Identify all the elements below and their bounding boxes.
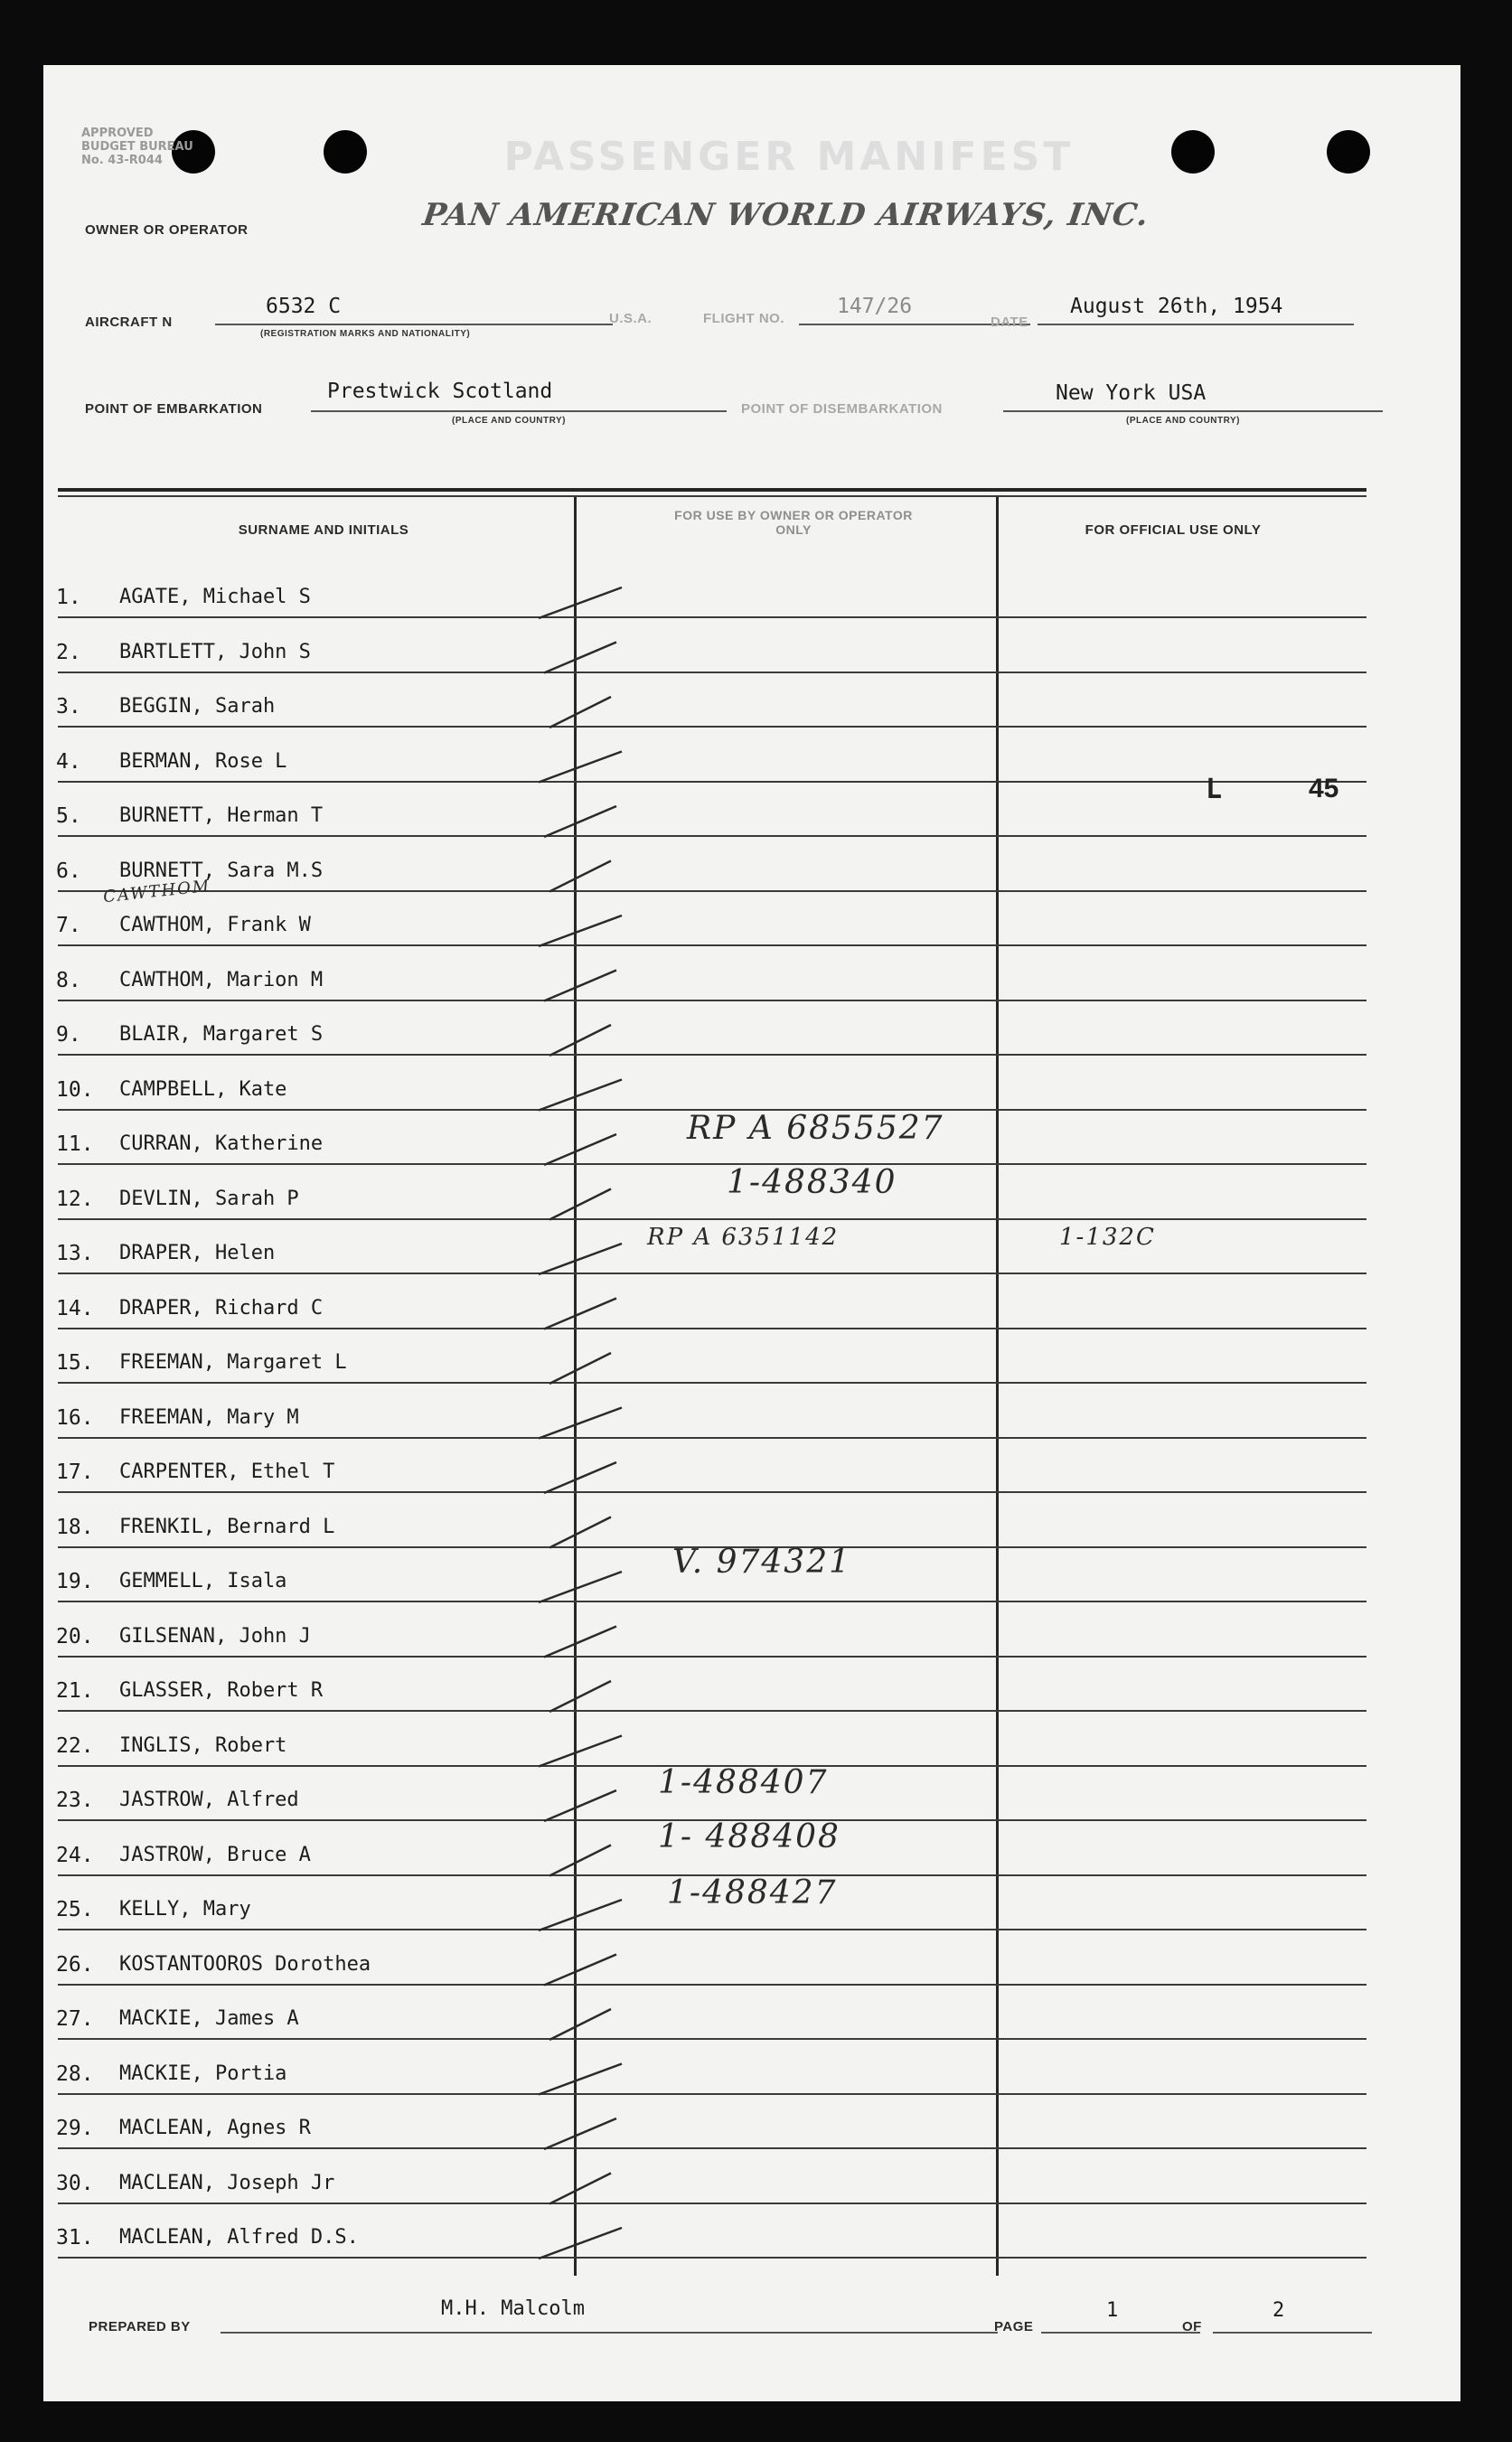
check-mark: [549, 861, 611, 892]
check-mark: [549, 1353, 611, 1384]
prepared-by-value: M.H. Malcolm: [441, 2297, 585, 2320]
row-number: 13.: [56, 1242, 94, 1265]
passenger-name: CAMPBELL, Kate: [119, 1077, 287, 1101]
check-mark: [549, 1681, 611, 1712]
page-total: 2: [1273, 2299, 1285, 2322]
passenger-name: CURRAN, Katherine: [119, 1132, 324, 1155]
row-number: 7.: [56, 914, 81, 937]
check-mark: [549, 1025, 611, 1056]
of-label: OF: [1182, 2319, 1202, 2334]
passenger-name: GILSENAN, John J: [119, 1624, 311, 1648]
passenger-name: FRENKIL, Bernard L: [119, 1515, 335, 1538]
check-mark: [539, 916, 622, 946]
aircraft-label: AIRCRAFT N: [85, 315, 173, 330]
passenger-name: JASTROW, Alfred: [119, 1789, 299, 1811]
row24-owner-note: 1- 488408: [658, 1818, 841, 1855]
check-mark: [544, 971, 616, 1001]
row23-owner-note: 1-488407: [658, 1764, 829, 1801]
passenger-name: BEGGIN, Sarah: [119, 695, 276, 718]
row-number: 27.: [56, 2007, 94, 2031]
passenger-name: FREEMAN, Mary M: [119, 1405, 299, 1429]
row5-official-count: 45: [1309, 774, 1339, 803]
row-number: 8.: [56, 968, 81, 992]
row-number: 25.: [56, 1898, 94, 1921]
passenger-name: JASTROW, Bruce A: [119, 1843, 311, 1866]
row-number: 18.: [56, 1515, 94, 1539]
row-number: 9.: [56, 1023, 81, 1047]
passenger-name: BURNETT, Sara M.S: [119, 859, 324, 882]
check-mark: [544, 1627, 616, 1658]
passenger-name: MACKIE, Portia: [119, 2062, 287, 2085]
check-mark: [539, 2228, 622, 2259]
check-mark: [549, 2009, 611, 2040]
passenger-name: KELLY, Mary: [119, 1898, 251, 1921]
registration-caption: (REGISTRATION MARKS AND NATIONALITY): [260, 329, 471, 339]
passenger-name: AGATE, Michael S: [119, 586, 311, 608]
form-title: PASSENGER MANIFEST: [503, 134, 1075, 180]
passenger-name: FREEMAN, Margaret L: [119, 1351, 347, 1374]
row-number: 16.: [56, 1405, 94, 1430]
check-mark: [539, 1080, 622, 1111]
check-mark: [544, 1299, 616, 1329]
embarkation-label: POINT OF EMBARKATION: [85, 401, 263, 417]
check-mark: [544, 1462, 616, 1493]
check-mark: [544, 1955, 616, 1986]
row13-owner-note: RP A 6351142: [647, 1224, 840, 1251]
check-mark: [539, 1736, 622, 1767]
passenger-name: BARTLETT, John S: [119, 640, 311, 663]
passenger-name: DEVLIN, Sarah P: [119, 1187, 299, 1210]
check-mark: [544, 643, 616, 673]
row-number: 22.: [56, 1733, 94, 1758]
passenger-name: DRAPER, Helen: [119, 1242, 276, 1264]
passenger-name: BERMAN, Rose L: [119, 749, 287, 773]
row-number: 23.: [56, 1789, 94, 1812]
embarkation-value: Prestwick Scotland: [327, 380, 553, 403]
row-number: 17.: [56, 1461, 94, 1484]
usa-label: U.S.A.: [609, 311, 653, 326]
owner-value: PAN AMERICAN WORLD AIRWAYS, INC.: [420, 197, 1151, 233]
check-mark: [549, 1846, 611, 1876]
passenger-name: GLASSER, Robert R: [119, 1679, 324, 1702]
row-number: 5.: [56, 804, 81, 828]
passenger-name: KOSTANTOOROS Dorothea: [119, 1952, 371, 1976]
disembarkation-label: POINT OF DISEMBARKATION: [741, 401, 943, 417]
row7-handwritten-correction: CAWTHOM: [102, 876, 212, 907]
row-number: 28.: [56, 2062, 94, 2086]
passenger-name: GEMMELL, Isala: [119, 1570, 287, 1592]
page-number: 1: [1106, 2299, 1119, 2322]
row-number: 2.: [56, 640, 81, 664]
check-mark: [544, 1134, 616, 1165]
embark-place-caption: (PLACE AND COUNTRY): [452, 416, 566, 426]
row-number: 19.: [56, 1570, 94, 1593]
row-number: 12.: [56, 1187, 94, 1211]
passenger-name: CARPENTER, Ethel T: [119, 1461, 335, 1483]
approval-stamp: APPROVED BUDGET BUREAU No. 43-R044: [81, 127, 193, 167]
row25-owner-note: 1-488427: [667, 1874, 838, 1911]
row19-owner-note: V. 974321: [672, 1544, 852, 1581]
date-value: August 26th, 1954: [1070, 295, 1283, 318]
passenger-name: MACKIE, James A: [119, 2007, 299, 2030]
check-mark: [539, 2064, 622, 2095]
surname-column-header: SURNAME AND INITIALS: [238, 522, 409, 538]
check-mark: [549, 1189, 611, 1220]
check-mark: [539, 1900, 622, 1930]
row-number: 31.: [56, 2226, 94, 2249]
check-mark: [544, 1790, 616, 1821]
prepared-by-label: PREPARED BY: [89, 2319, 191, 2334]
passenger-name: MACLEAN, Alfred D.S.: [119, 2226, 359, 2249]
passenger-name: MACLEAN, Joseph Jr: [119, 2171, 335, 2194]
row5-official-mark: L: [1206, 774, 1223, 805]
row-number: 21.: [56, 1679, 94, 1703]
row-number: 4.: [56, 749, 81, 774]
row12-owner-note: 1-488340: [727, 1164, 897, 1201]
disembark-place-caption: (PLACE AND COUNTRY): [1126, 416, 1240, 426]
owner-label: OWNER OR OPERATOR: [85, 222, 249, 238]
passenger-name: MACLEAN, Agnes R: [119, 2117, 311, 2139]
check-mark: [539, 752, 622, 783]
row-number: 3.: [56, 695, 81, 719]
row-number: 15.: [56, 1351, 94, 1375]
passenger-name: CAWTHOM, Frank W: [119, 914, 311, 936]
check-mark: [544, 2118, 616, 2149]
passenger-name: BURNETT, Herman T: [119, 804, 324, 827]
row-number: 26.: [56, 1952, 94, 1977]
flight-value: 147/26: [837, 295, 913, 318]
row-number: 6.: [56, 859, 81, 883]
row-number: 29.: [56, 2117, 94, 2140]
manifest-sheet: [43, 65, 1460, 2401]
row-number: 14.: [56, 1296, 94, 1320]
passenger-name: DRAPER, Richard C: [119, 1296, 324, 1320]
official-use-column-header: FOR OFFICIAL USE ONLY: [1085, 522, 1262, 538]
row13-official-note: 1-132C: [1059, 1224, 1156, 1251]
page-label: PAGE: [994, 2319, 1034, 2334]
owner-use-column-header: FOR USE BY OWNER OR OPERATOR ONLY: [674, 508, 913, 537]
check-mark: [539, 1572, 622, 1602]
row-number: 10.: [56, 1077, 94, 1102]
check-mark: [549, 1517, 611, 1548]
row-number: 1.: [56, 586, 81, 609]
passenger-name: INGLIS, Robert: [119, 1733, 287, 1757]
flight-label: FLIGHT NO.: [703, 311, 784, 326]
aircraft-value: 6532 C: [266, 295, 342, 318]
passenger-name: BLAIR, Margaret S: [119, 1023, 324, 1046]
disembarkation-value: New York USA: [1056, 381, 1207, 405]
check-mark: [539, 1408, 622, 1439]
check-mark: [539, 1244, 622, 1274]
row11-owner-note: RP A 6855527: [687, 1110, 944, 1147]
passenger-name: CAWTHOM, Marion M: [119, 968, 324, 991]
check-mark: [549, 697, 611, 728]
date-label: DATE: [991, 315, 1028, 330]
row-number: 11.: [56, 1132, 94, 1156]
check-mark: [544, 806, 616, 837]
check-mark: [549, 2174, 611, 2204]
check-mark: [539, 587, 622, 618]
row-number: 24.: [56, 1843, 94, 1867]
row-number: 30.: [56, 2171, 94, 2195]
row-number: 20.: [56, 1624, 94, 1648]
